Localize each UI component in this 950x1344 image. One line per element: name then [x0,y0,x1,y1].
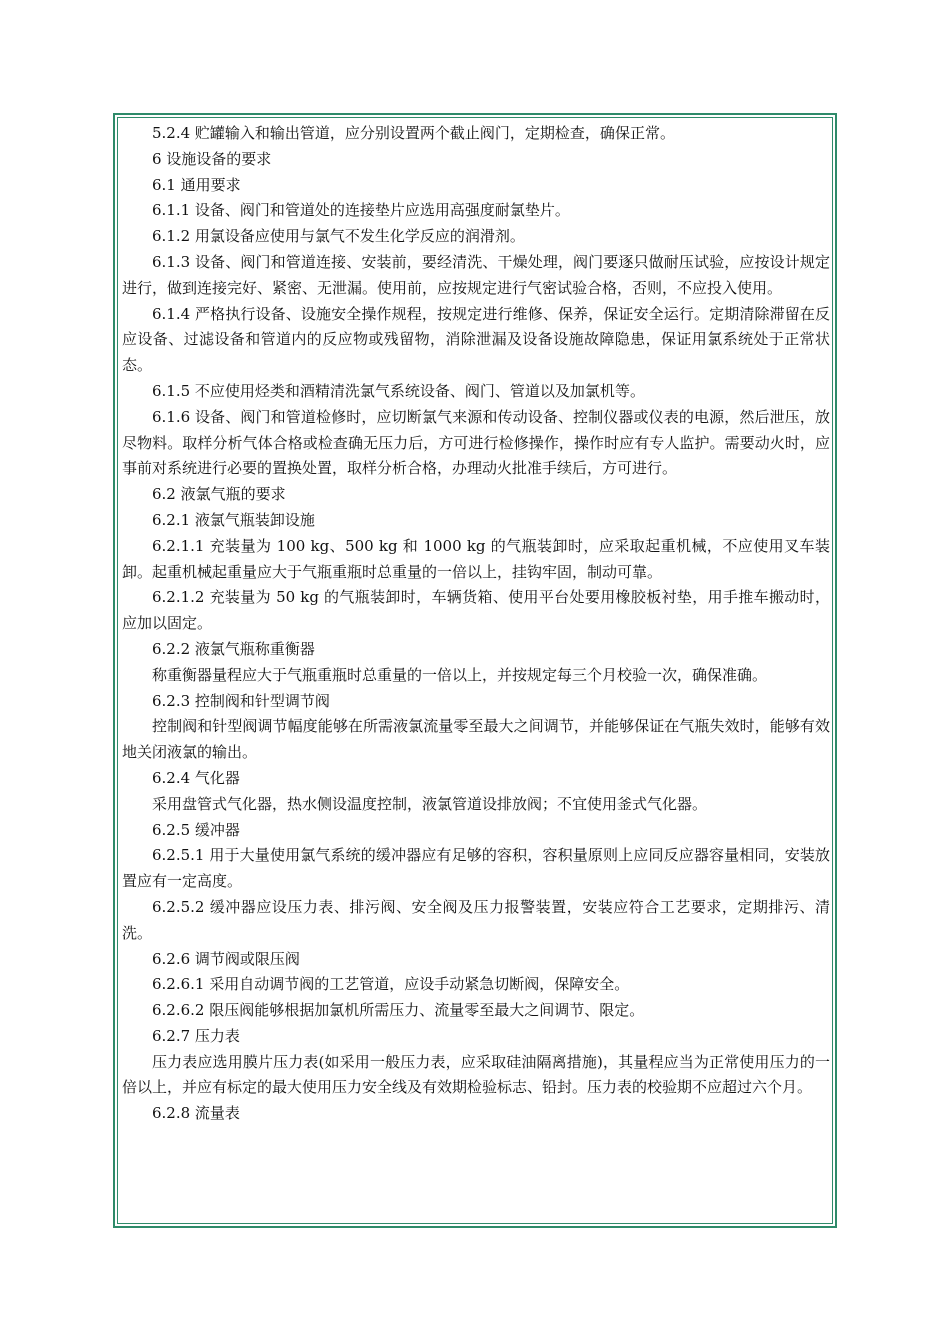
paragraph: 6.2.1.1 充装量为 100 kg、500 kg 和 1000 kg 的气瓶装卸时，应采取起重机械，不应使用叉车装卸。起重机械起重量应大于气瓶重瓶时总重量的一倍以上，挂钩牢固，制动可靠。 [122,536,830,581]
document-body [122,121,830,1127]
section-heading: 6.2.1 液氯气瓶装卸设施 [152,510,315,529]
paragraph: 采用盘管式气化器，热水侧设温度控制，液氯管道设排放阀；不宜使用釜式气化器。 [152,794,708,813]
section-heading: 6.2.5 缓冲器 [152,820,240,839]
paragraph: 称重衡器量程应大于气瓶重瓶时总重量的一倍以上，并按规定每三个月校验一次，确保准确。 [152,665,768,684]
paragraph: 6.1.2 用氯设备应使用与氯气不发生化学反应的润滑剂。 [152,227,525,246]
paragraph: 6.1.5 不应使用烃类和酒精清洗氯气系统设备、阀门、管道以及加氯机等。 [152,381,645,400]
paragraph: 6.1.3 设备、阀门和管道连接、安装前，要经清洗、干燥处理，阀门要逐只做耐压试验，应按设计规定进行，做到连接完好、紧密、无泄漏。使用前，应按规定进行气密试验合格，否则，不应投入使用。 [122,252,830,297]
paragraph: 6.1.1 设备、阀门和管道处的连接垫片应选用高强度耐氯垫片。 [152,201,570,220]
section-heading: 6.2.3 控制阀和针型调节阀 [152,691,330,710]
paragraph: 6.1.6 设备、阀门和管道检修时，应切断氯气来源和传动设备、控制仪器或仪表的电源，然后泄压，放尽物料。取样分析气体合格或检查确无压力后，方可进行检修操作，操作时应有专人监护。需要动火时，应事前对系统进行必要的置换处置，取样分析合格，办理动火批准手续后，方可进行。 [122,407,830,478]
paragraph: 6.2.6.2 限压阀能够根据加氯机所需压力、流量零至最大之间调节、限定。 [152,1001,645,1020]
paragraph: 6.2.5.1 用于大量使用氯气系统的缓冲器应有足够的容积，容积量原则上应同反应器容量相同，安装放置应有一定高度。 [122,846,830,891]
section-heading: 6.2.8 流量表 [152,1104,240,1123]
section-heading: 6.1 通用要求 [152,175,241,194]
paragraph: 压力表应选用膜片压力表(如采用一般压力表，应采取硅油隔离措施)，其量程应当为正常使用压力的一倍以上，并应有标定的最大使用压力安全线及有效期检验标志、铅封。压力表的校验期不应超过六个月。 [122,1052,830,1097]
section-heading: 6.2.4 气化器 [152,768,240,787]
paragraph: 控制阀和针型阀调节幅度能够在所需液氯流量零至最大之间调节，并能够保证在气瓶失效时，能够有效地关闭液氯的输出。 [122,717,830,762]
paragraph: 5.2.4 贮罐输入和输出管道，应分别设置两个截止阀门，定期检查，确保正常。 [152,124,675,142]
paragraph: 6.1.4 严格执行设备、设施安全操作规程，按规定进行维修、保养，保证安全运行。定期清除滞留在反应设备、过滤设备和管道内的反应物或残留物，消除泄漏及设备设施故障隐患，保证用氯系统处于正常状态。 [122,304,830,375]
section-heading: 6 设施设备的要求 [152,149,272,168]
paragraph: 6.2.5.2 缓冲器应设压力表、排污阀、安全阀及压力报警装置，安装应符合工艺要求，定期排污、清洗。 [122,897,830,942]
paragraph: 6.2.1.2 充装量为 50 kg 的气瓶装卸时，车辆货箱、使用平台处要用橡胶板衬垫，用手推车搬动时，应加以固定。 [122,588,830,633]
section-heading: 6.2.7 压力表 [152,1026,240,1045]
section-heading: 6.2.2 液氯气瓶称重衡器 [152,639,315,658]
paragraph: 6.2.6.1 采用自动调节阀的工艺管道，应设手动紧急切断阀，保障安全。 [152,975,630,994]
section-heading: 6.2.6 调节阀或限压阀 [152,949,300,968]
section-heading: 6.2 液氯气瓶的要求 [152,485,286,504]
